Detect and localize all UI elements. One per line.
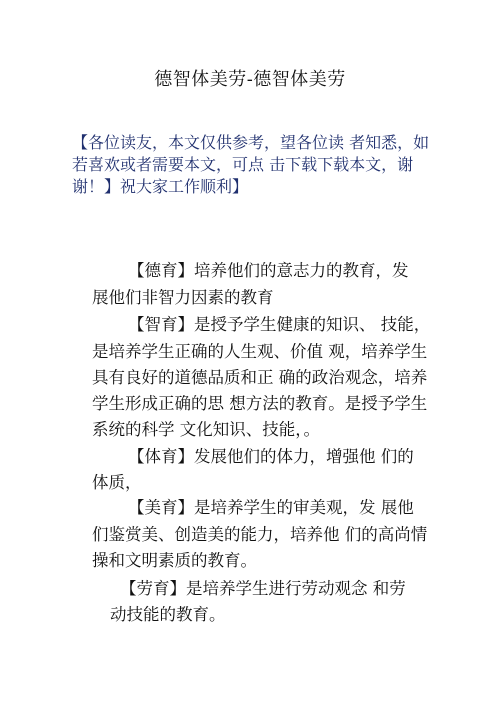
intellectual-education-line: 是培养学生正确的人生观、价值 观，培养学生 <box>92 342 428 361</box>
notice-line: 【各位读友，本文仅供参考，望各位读 者知悉，如 <box>72 133 430 152</box>
moral-education-line: 展他们非智力因素的教育 <box>92 288 274 307</box>
moral-education-line: 【德育】培养他们的意志力的教育，发 <box>128 261 409 280</box>
intellectual-education-line: 具有良好的道德品质和正 确的政治观念，培养 <box>92 368 428 387</box>
notice-line: 若喜欢或者需要本文，可点 击下载下载本文，谢 <box>72 155 414 174</box>
intellectual-education-line: 学生形成正确的思 想方法的教育。是授予学生 <box>92 394 428 413</box>
notice-line: 谢！】祝大家工作顺利】 <box>72 177 249 196</box>
physical-education-line: 【体育】发展他们的体力，增强他 们的 <box>128 447 414 466</box>
disclaimer-notice <box>72 132 434 198</box>
aesthetic-education-line: 【美育】是培养学生的审美观，发 展他 <box>128 498 414 517</box>
labor-education-line: 动技能的教育。 <box>110 605 226 624</box>
labor-education-line: 【劳育】是培养学生进行劳动观念 和劳 <box>120 579 406 598</box>
intellectual-education-line: 系统的科学 文化知识、技能，。 <box>92 420 320 439</box>
document-title: 德智体美劳-德智体美劳 <box>154 69 346 90</box>
intellectual-education-line: 【智育】是授予学生健康的知识、 技能， <box>128 315 431 334</box>
physical-education-line: 体质， <box>92 473 142 492</box>
aesthetic-education-line: 们鉴赏美、创造美的能力，培养他 们的高尚情 <box>92 525 428 544</box>
aesthetic-education-line: 操和文明素质的教育。 <box>92 551 257 570</box>
